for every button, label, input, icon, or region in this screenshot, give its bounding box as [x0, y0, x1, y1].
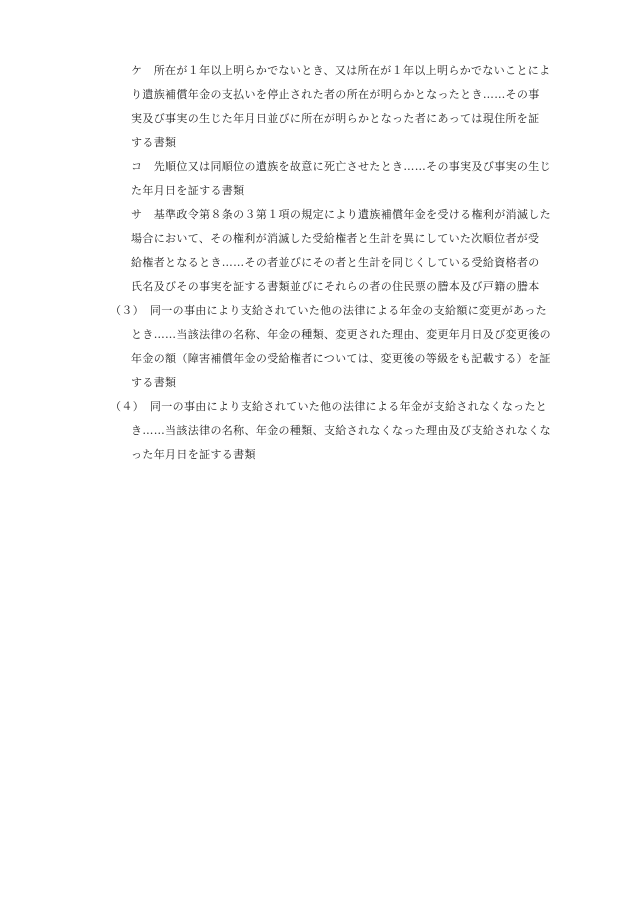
section-3-line-2: とき……当該法律の名称、年金の種類、変更された理由、変更年月日及び変更後の: [131, 328, 551, 341]
clause-sa-line-1: サ 基準政令第８条の３第１項の規定により遺族補償年金を受ける権利が消滅した: [131, 208, 551, 221]
clause-ke-line-1: ケ 所在が１年以上明らかでないとき、又は所在が１年以上明らかでないことによ: [131, 64, 551, 77]
clause-sa-line-3: 給権者となるとき……その者並びにその者と生計を同じくしている受給資格者の: [131, 256, 540, 269]
section-4-line-1: （４） 同一の事由により支給されていた他の法律による年金が支給されなくなったと: [110, 400, 548, 413]
section-3-line-1: （３） 同一の事由により支給されていた他の法律による年金の支給額に変更があった: [110, 304, 548, 317]
section-4-line-3: った年月日を証する書類: [131, 448, 256, 461]
section-3-line-4: する書類: [131, 376, 177, 389]
clause-ke-line-4: する書類: [131, 136, 177, 149]
clause-ko-line-1: コ 先順位又は同順位の遺族を故意に死亡させたとき……その事実及び事実の生じ: [131, 160, 551, 173]
clause-ke-line-2: り遺族補償年金の支払いを停止された者の所在が明らかとなったとき……その事: [131, 88, 540, 101]
section-3-line-3: 年金の額（障害補償年金の受給権者については、変更後の等級をも記載する）を証: [131, 352, 551, 365]
section-4-line-2: き……当該法律の名称、年金の種類、支給されなくなった理由及び支給されなくな: [131, 424, 551, 437]
clause-sa-line-2: 場合において、その権利が消滅した受給権者と生計を異にしていた次順位者が受: [131, 232, 540, 245]
clause-ko-line-2: た年月日を証する書類: [131, 184, 245, 197]
clause-sa-line-4: 氏名及びその事実を証する書類並びにそれらの者の住民票の謄本及び戸籍の謄本: [131, 280, 540, 293]
clause-ke-line-3: 実及び事実の生じた年月日並びに所在が明らかとなった者にあっては現住所を証: [131, 112, 540, 125]
